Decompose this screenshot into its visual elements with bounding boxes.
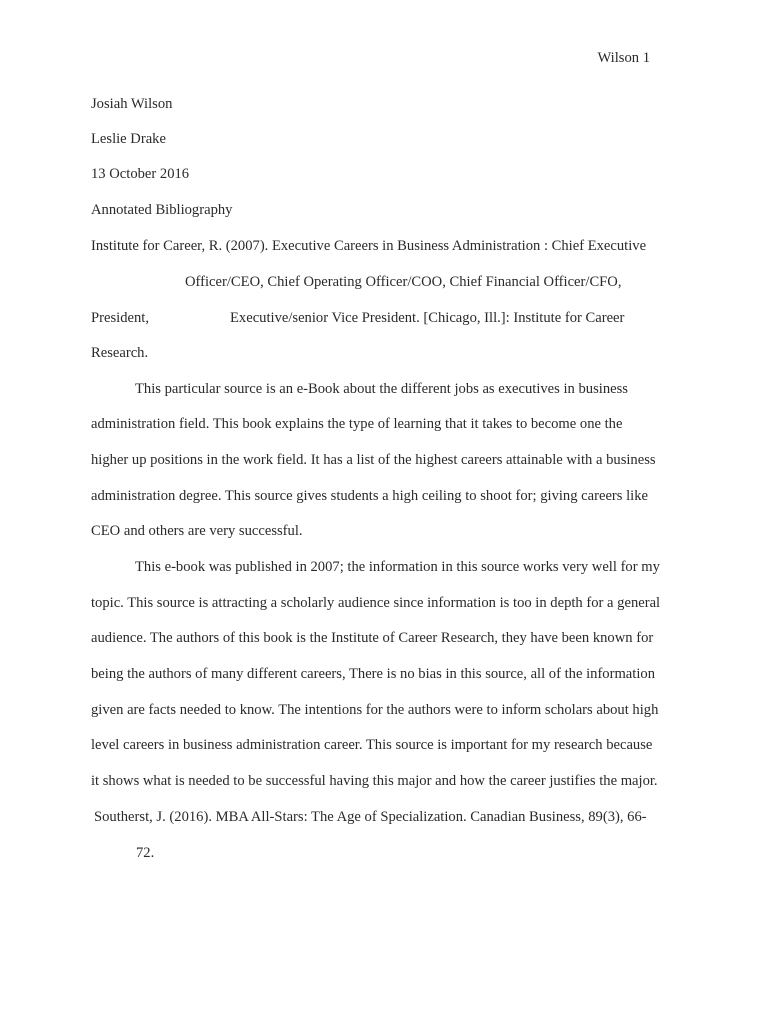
citation-2-line: Southerst, J. (2016). MBA All-Stars: The Age of Specialization. Canadian Business, 89(3), 66- [94, 809, 647, 825]
annotation-paragraph-line: audience. The authors of this book is the Institute of Career Research, they have been known for [91, 630, 654, 646]
annotation-paragraph-line: topic. This source is attracting a scholarly audience since information is too in depth for a general [91, 595, 661, 611]
annotation-paragraph-line: administration field. This book explains the type of learning that it takes to become one the [91, 416, 623, 432]
date: 13 October 2016 [91, 166, 190, 182]
student-name: Josiah Wilson [91, 96, 173, 112]
annotation-paragraph-line: administration degree. This source gives students a high ceiling to shoot for; giving careers like [91, 488, 648, 504]
annotation-paragraph-line: CEO and others are very successful. [91, 523, 303, 539]
annotation-paragraph-line: it shows what is needed to be successful having this major and how the career justifies the major. [91, 773, 658, 789]
annotation-paragraph-line: given are facts needed to know. The intentions for the authors were to inform scholars about high [91, 702, 659, 718]
citation-1-line: Research. [91, 345, 149, 361]
annotation-paragraph-line: level careers in business administration career. This source is important for my research because [91, 737, 653, 753]
citation-1-line: Institute for Career, R. (2007). Executive Careers in Business Administration : Chief Executive [91, 238, 647, 254]
annotation-paragraph-line: This particular source is an e-Book about the different jobs as executives in business [135, 381, 628, 397]
citation-1-line: Executive/senior Vice President. [Chicago, Ill.]: Institute for Career [230, 310, 625, 326]
annotation-paragraph-line: higher up positions in the work field. It has a list of the highest careers attainable with a business [91, 452, 656, 468]
citation-1-line: Officer/CEO, Chief Operating Officer/COO, Chief Financial Officer/CFO, [185, 274, 622, 290]
running-head: Wilson 1 [597, 50, 650, 66]
instructor-name: Leslie Drake [91, 131, 166, 147]
annotation-paragraph-line: being the authors of many different careers, There is no bias in this source, all of the information [91, 666, 655, 682]
document-title: Annotated Bibliography [91, 202, 233, 218]
citation-2-line: 72. [136, 845, 155, 861]
annotation-paragraph-line: This e-book was published in 2007; the information in this source works very well for my [135, 559, 660, 575]
citation-1-line: President, [91, 310, 149, 326]
